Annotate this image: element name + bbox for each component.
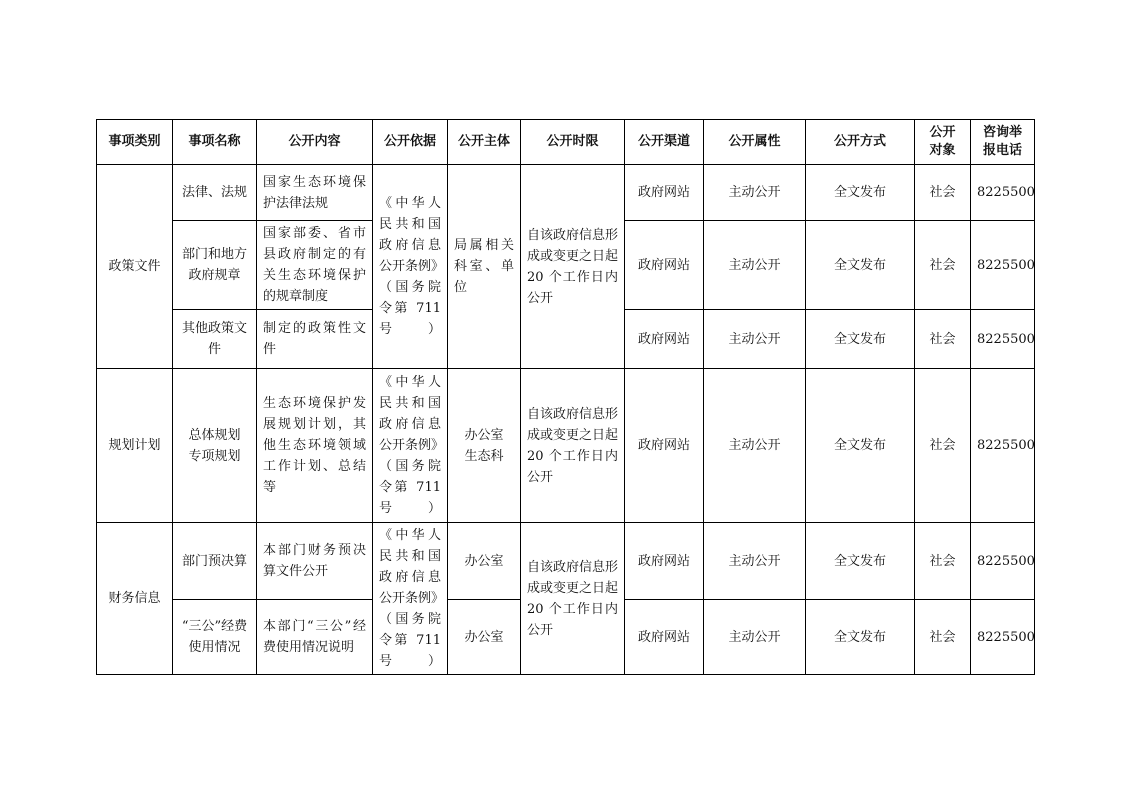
content-cell: 生态环境保护发展规划计划，其他生态环境领域工作计划、总结等 <box>257 369 373 523</box>
header-target: 公开对象 <box>915 120 971 165</box>
item-name-cell: 总体规划 专项规划 <box>173 369 257 523</box>
basis-cell <box>373 165 448 369</box>
basis-cell <box>373 369 448 523</box>
table-row <box>97 523 1035 600</box>
header-phone: 咨询举报电话 <box>971 120 1035 165</box>
header-subject: 公开主体 <box>448 120 521 165</box>
header-item-name: 事项名称 <box>173 120 257 165</box>
basis-line: 政府信息 <box>379 417 441 432</box>
basis-line: 令第 711 <box>379 301 441 316</box>
phone-cell: 8225500 <box>971 523 1035 600</box>
header-channel: 公开渠道 <box>625 120 704 165</box>
basis-line: 民共和国 <box>379 396 441 411</box>
content-cell: 国家生态环境保护法律法规 <box>257 165 373 221</box>
channel-cell: 政府网站 <box>625 310 704 369</box>
content-cell: 制定的政策性文件 <box>257 310 373 369</box>
attribute-cell: 主动公开 <box>704 369 806 523</box>
method-cell: 全文发布 <box>806 221 915 310</box>
category-cell: 政策文件 <box>97 165 173 369</box>
method-cell: 全文发布 <box>806 165 915 221</box>
time-limit-cell: 自该政府信息形成或变更之日起 20 个工作日内公开 <box>521 369 625 523</box>
item-name-cell: 部门预决算 <box>173 523 257 600</box>
item-name-cell: 部门和地方政府规章 <box>173 221 257 310</box>
header-attribute: 公开属性 <box>704 120 806 165</box>
category-cell: 规划计划 <box>97 369 173 523</box>
channel-cell: 政府网站 <box>625 600 704 675</box>
header-time-limit: 公开时限 <box>521 120 625 165</box>
table-row <box>97 369 1035 523</box>
basis-line: （国务院 <box>379 612 441 627</box>
phone-cell: 8225500 <box>971 221 1035 310</box>
target-cell: 社会 <box>915 523 971 600</box>
time-limit-cell: 自该政府信息形成或变更之日起 20 个工作日内公开 <box>521 165 625 369</box>
phone-cell: 8225500 <box>971 310 1035 369</box>
phone-cell: 8225500 <box>971 369 1035 523</box>
method-cell: 全文发布 <box>806 369 915 523</box>
content-cell: 本部门“三公”经费使用情况说明 <box>257 600 373 675</box>
subject-cell: 局属相关科室、单位 <box>448 165 521 369</box>
basis-line: 《中华人 <box>379 375 441 390</box>
channel-cell: 政府网站 <box>625 523 704 600</box>
attribute-cell: 主动公开 <box>704 310 806 369</box>
disclosure-table <box>96 119 1035 675</box>
content-cell: 国家部委、省市县政府制定的有关生态环境保护的规章制度 <box>257 221 373 310</box>
attribute-cell: 主动公开 <box>704 600 806 675</box>
target-cell: 社会 <box>915 221 971 310</box>
basis-line: （国务院 <box>379 280 441 295</box>
method-cell: 全文发布 <box>806 523 915 600</box>
content-cell: 本部门财务预决算文件公开 <box>257 523 373 600</box>
attribute-cell: 主动公开 <box>704 221 806 310</box>
basis-line: 号） <box>379 501 441 516</box>
attribute-cell: 主动公开 <box>704 523 806 600</box>
category-cell: 财务信息 <box>97 523 173 675</box>
subject-cell: 办公室 生态科 <box>448 369 521 523</box>
target-cell: 社会 <box>915 369 971 523</box>
method-cell: 全文发布 <box>806 310 915 369</box>
item-name-cell: “三公”经费使用情况 <box>173 600 257 675</box>
attribute-cell: 主动公开 <box>704 165 806 221</box>
basis-line: 令第 711 <box>379 633 441 648</box>
basis-line: 《中华人 <box>379 528 441 543</box>
basis-line: 号） <box>379 654 441 669</box>
basis-line: 《中华人 <box>379 196 441 211</box>
basis-line: 民共和国 <box>379 217 441 232</box>
basis-line: 公开条例》 <box>379 259 445 274</box>
target-cell: 社会 <box>915 165 971 221</box>
target-cell: 社会 <box>915 310 971 369</box>
channel-cell: 政府网站 <box>625 165 704 221</box>
basis-line: 公开条例》 <box>379 591 445 606</box>
channel-cell: 政府网站 <box>625 221 704 310</box>
table-row <box>97 165 1035 221</box>
header-basis: 公开依据 <box>373 120 448 165</box>
method-cell: 全文发布 <box>806 600 915 675</box>
header-content: 公开内容 <box>257 120 373 165</box>
phone-cell: 8225500 <box>971 165 1035 221</box>
basis-line: 政府信息 <box>379 238 441 253</box>
basis-cell <box>373 523 448 675</box>
item-name-cell: 其他政策文件 <box>173 310 257 369</box>
subject-cell: 办公室 <box>448 600 521 675</box>
basis-line: 公开条例》 <box>379 438 445 453</box>
header-row <box>97 120 1035 165</box>
basis-line: 令第 711 <box>379 480 441 495</box>
time-limit-cell: 自该政府信息形成或变更之日起 20 个工作日内公开 <box>521 523 625 675</box>
channel-cell: 政府网站 <box>625 369 704 523</box>
header-method: 公开方式 <box>806 120 915 165</box>
target-cell: 社会 <box>915 600 971 675</box>
basis-line: 政府信息 <box>379 570 441 585</box>
basis-line: 号） <box>379 322 441 337</box>
phone-cell: 8225500 <box>971 600 1035 675</box>
item-name-cell: 法律、法规 <box>173 165 257 221</box>
header-category: 事项类别 <box>97 120 173 165</box>
subject-cell: 办公室 <box>448 523 521 600</box>
basis-line: （国务院 <box>379 459 441 474</box>
basis-line: 民共和国 <box>379 549 441 564</box>
